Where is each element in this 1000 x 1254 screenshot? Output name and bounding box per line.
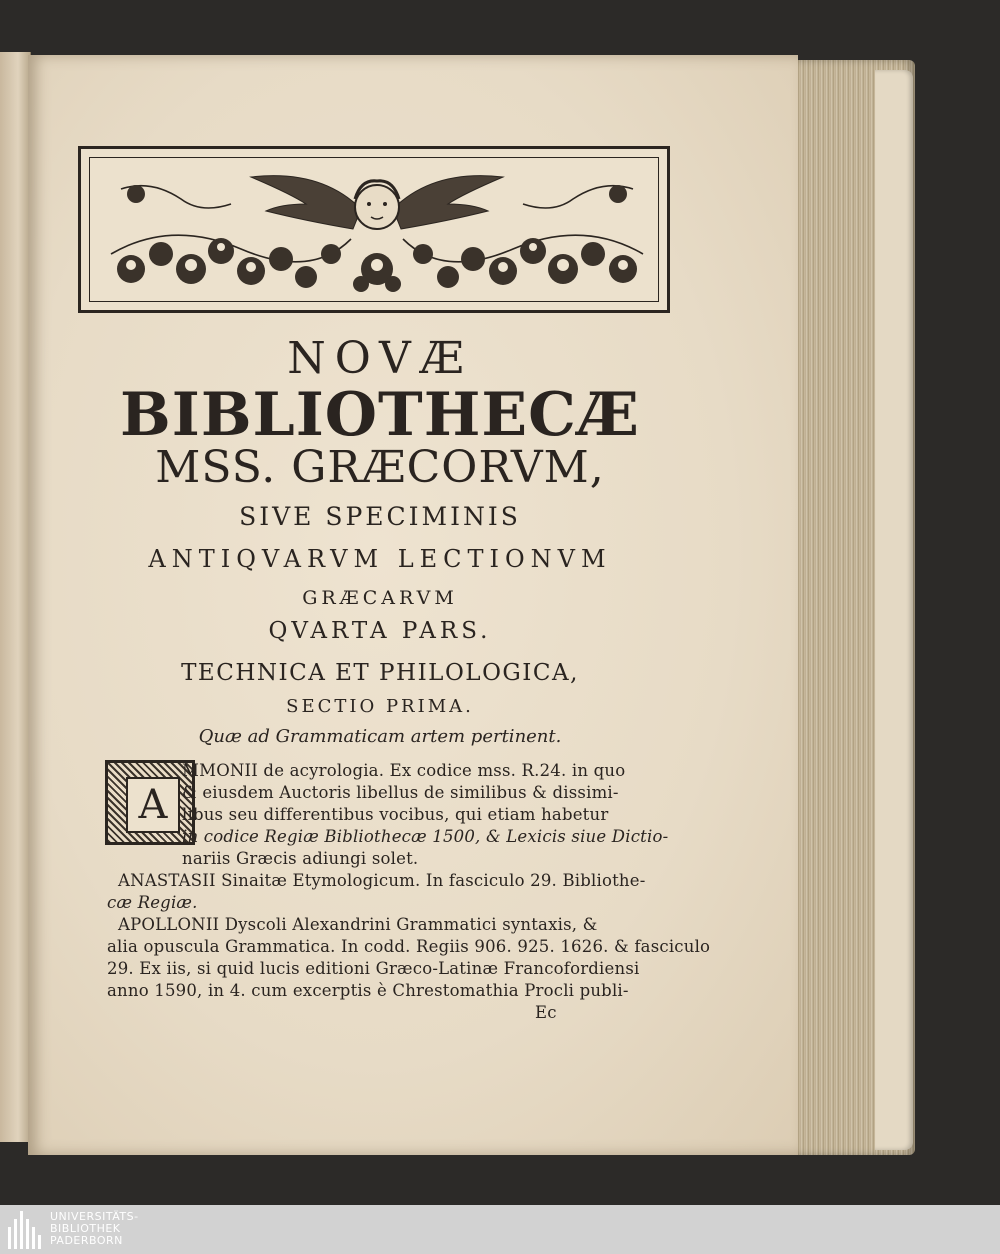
library-banner bbox=[0, 1205, 1000, 1254]
body-line-5: nariis Græcis adiungi solet. bbox=[182, 849, 419, 868]
body-line-10: 29. Ex iis, si quid lucis editioni Græco-Latinæ Francofordiensi bbox=[107, 959, 640, 978]
title-line-bibliothecae: BIBLIOTHECÆ bbox=[120, 380, 640, 450]
body-line-4: in codice Regiæ Bibliothecæ 1500, & Lexicis siue Dictio- bbox=[182, 827, 669, 846]
body-line-6: ANASTASII Sinaitæ Etymologicum. In fasciculo 29. Bibliothe- bbox=[118, 871, 646, 890]
banner-line-3: PADERBORN bbox=[50, 1234, 123, 1247]
body-line-11: anno 1590, in 4. cum excerptis è Chrestomathia Procli publi- bbox=[107, 981, 629, 1000]
page-edges-fore bbox=[875, 70, 913, 1150]
title-line-quarta-pars: QVARTA PARS. bbox=[268, 618, 492, 644]
left-page-edge bbox=[0, 52, 31, 1142]
library-logo-icon bbox=[8, 1209, 44, 1249]
body-line-3: libus seu differentibus vocibus, qui etiam habetur bbox=[182, 805, 609, 824]
catchword: Ec bbox=[535, 1003, 557, 1022]
title-line-mss-graecorum: MSS. GRÆCORVM, bbox=[155, 442, 605, 493]
cherub-garland-icon bbox=[91, 159, 663, 306]
title-line-sectio-prima: SECTIO PRIMA. bbox=[286, 696, 474, 717]
title-line-novae: NOVÆ bbox=[287, 333, 473, 384]
banner-line-1: UNIVERSITÄTS- bbox=[50, 1210, 139, 1223]
body-line-9: alia opuscula Grammatica. In codd. Regiis 906. 925. 1626. & fasciculo bbox=[107, 937, 711, 956]
body-line-1: MMONII de acyrologia. Ex codice mss. R.24. in quo bbox=[182, 761, 626, 780]
body-line-7: cæ Regiæ. bbox=[107, 893, 198, 912]
title-line-graecarum: GRÆCARVM bbox=[302, 587, 458, 609]
subtitle-grammatica: Quæ ad Grammaticam artem pertinent. bbox=[198, 726, 562, 747]
title-line-sive-speciminis: SIVE SPECIMINIS bbox=[239, 502, 521, 531]
body-line-2: & eiusdem Auctoris libellus de similibus & dissimi- bbox=[182, 783, 619, 802]
drop-cap-letter: A bbox=[126, 777, 180, 833]
ornament-header bbox=[78, 146, 670, 313]
title-line-antiquarum: ANTIQVARVM LECTIONVM bbox=[148, 545, 612, 573]
body-line-8: APOLLONII Dyscoli Alexandrini Grammatici syntaxis, & bbox=[118, 915, 598, 934]
title-line-technica: TECHNICA ET PHILOLOGICA, bbox=[181, 660, 579, 686]
banner-line-2: BIBLIOTHEK bbox=[50, 1222, 121, 1235]
